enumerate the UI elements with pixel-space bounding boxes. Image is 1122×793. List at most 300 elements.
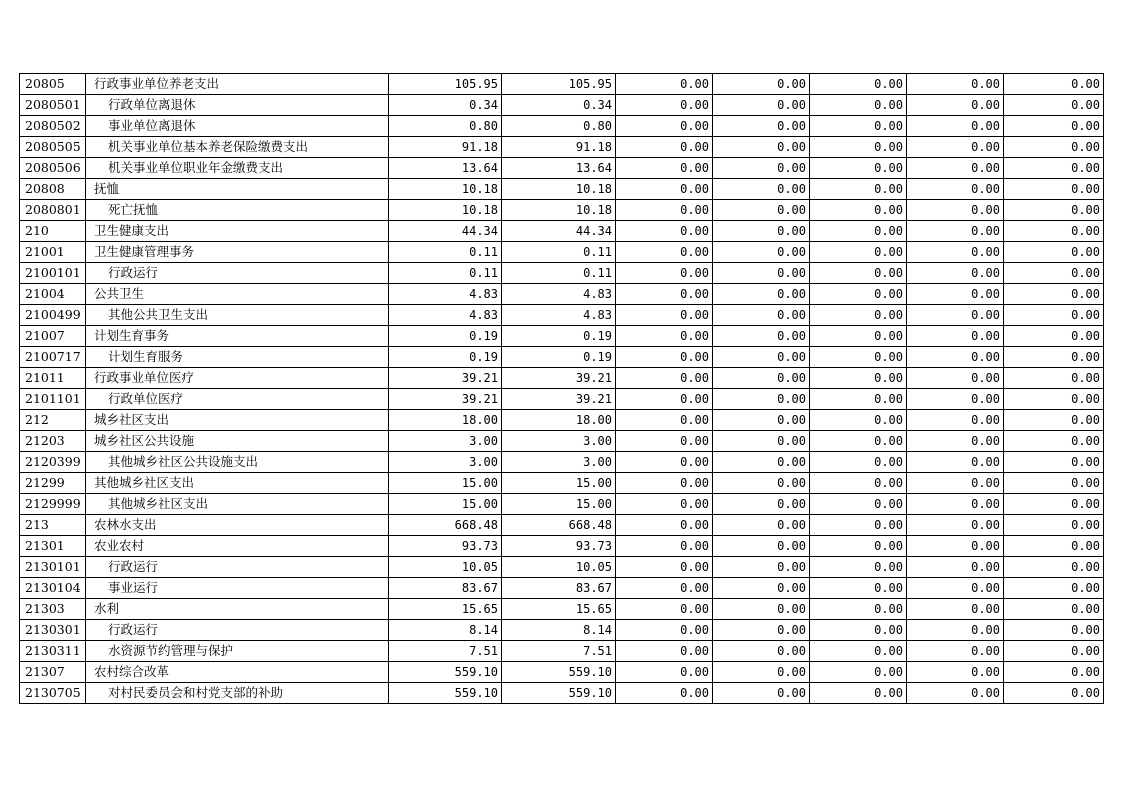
amount-cell: 4.83: [502, 305, 616, 326]
amount-cell: 0.00: [1004, 305, 1104, 326]
amount-cell: 4.83: [389, 305, 502, 326]
amount-cell: 93.73: [502, 536, 616, 557]
amount-cell: 0.00: [713, 221, 810, 242]
amount-cell: 0.11: [502, 263, 616, 284]
amount-cell: 0.34: [502, 95, 616, 116]
amount-cell: 0.00: [907, 431, 1004, 452]
account-name-cell: 农林水支出: [86, 515, 389, 536]
table-row: [20, 368, 1104, 389]
amount-cell: 0.00: [616, 557, 713, 578]
table-row: [20, 473, 1104, 494]
amount-cell: 0.00: [616, 410, 713, 431]
amount-cell: 8.14: [502, 620, 616, 641]
account-name-cell: 水资源节约管理与保护: [86, 641, 389, 662]
table-row: [20, 494, 1104, 515]
amount-cell: 0.19: [389, 347, 502, 368]
amount-cell: 105.95: [389, 74, 502, 95]
amount-cell: 93.73: [389, 536, 502, 557]
amount-cell: 0.11: [389, 242, 502, 263]
amount-cell: 0.00: [1004, 452, 1104, 473]
account-code-cell: 2100499: [20, 305, 86, 326]
amount-cell: 0.00: [1004, 494, 1104, 515]
amount-cell: 0.00: [616, 536, 713, 557]
account-name-cell: 死亡抚恤: [86, 200, 389, 221]
account-code-cell: 20808: [20, 179, 86, 200]
amount-cell: 0.00: [810, 641, 907, 662]
account-name-cell: 其他城乡社区支出: [86, 473, 389, 494]
amount-cell: 0.00: [713, 431, 810, 452]
amount-cell: 0.80: [502, 116, 616, 137]
amount-cell: 7.51: [502, 641, 616, 662]
amount-cell: 0.00: [810, 452, 907, 473]
table-row: [20, 389, 1104, 410]
account-code-cell: 2100717: [20, 347, 86, 368]
amount-cell: 0.00: [907, 536, 1004, 557]
table-row: [20, 599, 1104, 620]
amount-cell: 0.19: [389, 326, 502, 347]
amount-cell: 7.51: [389, 641, 502, 662]
amount-cell: 0.11: [502, 242, 616, 263]
account-code-cell: 21203: [20, 431, 86, 452]
table-row: [20, 578, 1104, 599]
amount-cell: 0.00: [616, 95, 713, 116]
table-row: [20, 242, 1104, 263]
account-name-cell: 机关事业单位职业年金缴费支出: [86, 158, 389, 179]
amount-cell: 0.00: [616, 368, 713, 389]
amount-cell: 0.00: [616, 578, 713, 599]
amount-cell: 559.10: [389, 662, 502, 683]
amount-cell: 0.00: [713, 410, 810, 431]
amount-cell: 44.34: [389, 221, 502, 242]
table-row: [20, 683, 1104, 704]
amount-cell: 0.00: [1004, 641, 1104, 662]
amount-cell: 91.18: [502, 137, 616, 158]
account-code-cell: 2100101: [20, 263, 86, 284]
amount-cell: 0.00: [616, 305, 713, 326]
amount-cell: 0.00: [1004, 431, 1104, 452]
account-code-cell: 2080505: [20, 137, 86, 158]
amount-cell: 0.00: [616, 683, 713, 704]
amount-cell: 18.00: [502, 410, 616, 431]
amount-cell: 0.00: [713, 578, 810, 599]
amount-cell: 15.65: [502, 599, 616, 620]
amount-cell: 0.00: [616, 494, 713, 515]
amount-cell: 39.21: [502, 368, 616, 389]
account-name-cell: 机关事业单位基本养老保险缴费支出: [86, 137, 389, 158]
account-name-cell: 抚恤: [86, 179, 389, 200]
table-row: [20, 347, 1104, 368]
account-code-cell: 20805: [20, 74, 86, 95]
account-code-cell: 21301: [20, 536, 86, 557]
account-code-cell: 212: [20, 410, 86, 431]
amount-cell: 83.67: [389, 578, 502, 599]
amount-cell: 44.34: [502, 221, 616, 242]
amount-cell: 0.00: [713, 305, 810, 326]
table-row: [20, 137, 1104, 158]
account-code-cell: 21299: [20, 473, 86, 494]
amount-cell: 668.48: [502, 515, 616, 536]
table-row: [20, 536, 1104, 557]
amount-cell: 0.00: [616, 326, 713, 347]
amount-cell: 0.00: [616, 662, 713, 683]
amount-cell: 0.34: [389, 95, 502, 116]
amount-cell: 0.00: [713, 326, 810, 347]
amount-cell: 4.83: [389, 284, 502, 305]
table-row: [20, 74, 1104, 95]
amount-cell: 0.00: [1004, 116, 1104, 137]
amount-cell: 0.00: [907, 305, 1004, 326]
amount-cell: 0.00: [810, 536, 907, 557]
amount-cell: 0.00: [713, 200, 810, 221]
amount-cell: 3.00: [389, 431, 502, 452]
account-name-cell: 行政运行: [86, 557, 389, 578]
account-code-cell: 2130705: [20, 683, 86, 704]
amount-cell: 0.00: [907, 368, 1004, 389]
amount-cell: 0.00: [713, 620, 810, 641]
amount-cell: 39.21: [389, 389, 502, 410]
amount-cell: 559.10: [389, 683, 502, 704]
amount-cell: 0.00: [1004, 179, 1104, 200]
amount-cell: 3.00: [502, 452, 616, 473]
amount-cell: 0.00: [810, 74, 907, 95]
amount-cell: 0.00: [907, 389, 1004, 410]
amount-cell: 0.00: [907, 410, 1004, 431]
amount-cell: 0.00: [810, 473, 907, 494]
amount-cell: 0.00: [616, 347, 713, 368]
table-body: [20, 74, 1104, 704]
table-row: [20, 200, 1104, 221]
amount-cell: 10.05: [502, 557, 616, 578]
amount-cell: 0.00: [810, 599, 907, 620]
account-name-cell: 计划生育服务: [86, 347, 389, 368]
amount-cell: 0.00: [616, 137, 713, 158]
amount-cell: 0.00: [1004, 620, 1104, 641]
account-name-cell: 事业运行: [86, 578, 389, 599]
amount-cell: 0.00: [713, 347, 810, 368]
account-name-cell: 行政单位医疗: [86, 389, 389, 410]
amount-cell: 0.00: [907, 284, 1004, 305]
account-code-cell: 21004: [20, 284, 86, 305]
amount-cell: 0.00: [713, 683, 810, 704]
amount-cell: 0.00: [616, 431, 713, 452]
amount-cell: 3.00: [502, 431, 616, 452]
table-row: [20, 158, 1104, 179]
amount-cell: 0.00: [907, 158, 1004, 179]
amount-cell: 0.00: [616, 263, 713, 284]
amount-cell: 0.00: [713, 536, 810, 557]
budget-table: [19, 73, 1104, 704]
amount-cell: 0.00: [810, 431, 907, 452]
amount-cell: 10.18: [389, 200, 502, 221]
amount-cell: 0.00: [713, 473, 810, 494]
amount-cell: 0.00: [907, 452, 1004, 473]
amount-cell: 0.00: [616, 74, 713, 95]
amount-cell: 0.00: [713, 389, 810, 410]
amount-cell: 0.00: [810, 557, 907, 578]
amount-cell: 0.00: [1004, 74, 1104, 95]
amount-cell: 10.05: [389, 557, 502, 578]
amount-cell: 0.00: [907, 473, 1004, 494]
account-name-cell: 事业单位离退休: [86, 116, 389, 137]
amount-cell: 0.00: [810, 305, 907, 326]
amount-cell: 0.11: [389, 263, 502, 284]
amount-cell: 0.00: [616, 158, 713, 179]
amount-cell: 15.00: [389, 473, 502, 494]
amount-cell: 0.00: [810, 242, 907, 263]
account-code-cell: 2101101: [20, 389, 86, 410]
amount-cell: 0.00: [616, 200, 713, 221]
amount-cell: 91.18: [389, 137, 502, 158]
amount-cell: 0.00: [1004, 536, 1104, 557]
amount-cell: 0.00: [1004, 410, 1104, 431]
amount-cell: 0.00: [810, 410, 907, 431]
amount-cell: 0.00: [713, 599, 810, 620]
amount-cell: 39.21: [389, 368, 502, 389]
amount-cell: 0.00: [810, 158, 907, 179]
account-code-cell: 2130301: [20, 620, 86, 641]
amount-cell: 0.00: [1004, 326, 1104, 347]
amount-cell: 0.00: [810, 620, 907, 641]
amount-cell: 10.18: [502, 200, 616, 221]
table-row: [20, 116, 1104, 137]
account-code-cell: 2130311: [20, 641, 86, 662]
amount-cell: 0.00: [810, 662, 907, 683]
amount-cell: 0.00: [907, 557, 1004, 578]
amount-cell: 0.00: [907, 578, 1004, 599]
amount-cell: 0.00: [713, 494, 810, 515]
account-name-cell: 对村民委员会和村党支部的补助: [86, 683, 389, 704]
amount-cell: 0.00: [810, 683, 907, 704]
amount-cell: 0.00: [1004, 599, 1104, 620]
amount-cell: 0.00: [1004, 578, 1104, 599]
account-name-cell: 计划生育事务: [86, 326, 389, 347]
amount-cell: 0.00: [810, 263, 907, 284]
account-name-cell: 城乡社区公共设施: [86, 431, 389, 452]
amount-cell: 0.00: [907, 263, 1004, 284]
amount-cell: 0.00: [907, 347, 1004, 368]
amount-cell: 0.00: [907, 74, 1004, 95]
account-code-cell: 21001: [20, 242, 86, 263]
amount-cell: 0.00: [616, 620, 713, 641]
account-name-cell: 水利: [86, 599, 389, 620]
amount-cell: 0.00: [810, 494, 907, 515]
amount-cell: 3.00: [389, 452, 502, 473]
table-row: [20, 620, 1104, 641]
amount-cell: 0.80: [389, 116, 502, 137]
amount-cell: 10.18: [389, 179, 502, 200]
amount-cell: 0.00: [907, 137, 1004, 158]
amount-cell: 15.00: [502, 473, 616, 494]
table-row: [20, 179, 1104, 200]
amount-cell: 0.00: [616, 284, 713, 305]
amount-cell: 0.00: [1004, 221, 1104, 242]
account-code-cell: 21307: [20, 662, 86, 683]
amount-cell: 0.00: [1004, 200, 1104, 221]
account-code-cell: 210: [20, 221, 86, 242]
account-code-cell: 2130104: [20, 578, 86, 599]
amount-cell: 0.00: [907, 200, 1004, 221]
amount-cell: 0.00: [616, 179, 713, 200]
amount-cell: 4.83: [502, 284, 616, 305]
amount-cell: 0.00: [616, 452, 713, 473]
amount-cell: 0.00: [616, 473, 713, 494]
amount-cell: 0.00: [616, 641, 713, 662]
account-name-cell: 其他城乡社区公共设施支出: [86, 452, 389, 473]
account-code-cell: 21011: [20, 368, 86, 389]
table-row: [20, 452, 1104, 473]
table-row: [20, 410, 1104, 431]
amount-cell: 0.00: [907, 326, 1004, 347]
amount-cell: 0.00: [810, 95, 907, 116]
amount-cell: 0.00: [1004, 662, 1104, 683]
account-name-cell: 公共卫生: [86, 284, 389, 305]
account-name-cell: 农业农村: [86, 536, 389, 557]
table-row: [20, 557, 1104, 578]
amount-cell: 0.00: [713, 116, 810, 137]
account-name-cell: 行政事业单位养老支出: [86, 74, 389, 95]
amount-cell: 0.00: [1004, 158, 1104, 179]
amount-cell: 0.00: [1004, 263, 1104, 284]
amount-cell: 0.00: [907, 515, 1004, 536]
amount-cell: 0.00: [907, 179, 1004, 200]
amount-cell: 0.00: [907, 221, 1004, 242]
amount-cell: 0.00: [713, 95, 810, 116]
amount-cell: 0.00: [1004, 137, 1104, 158]
amount-cell: 0.00: [1004, 389, 1104, 410]
amount-cell: 0.00: [810, 578, 907, 599]
amount-cell: 8.14: [389, 620, 502, 641]
account-code-cell: 2129999: [20, 494, 86, 515]
table-row: [20, 305, 1104, 326]
table-row: [20, 515, 1104, 536]
amount-cell: 0.19: [502, 326, 616, 347]
account-name-cell: 农村综合改革: [86, 662, 389, 683]
amount-cell: 0.00: [713, 179, 810, 200]
amount-cell: 0.00: [810, 515, 907, 536]
amount-cell: 0.00: [907, 116, 1004, 137]
amount-cell: 105.95: [502, 74, 616, 95]
amount-cell: 0.00: [1004, 557, 1104, 578]
amount-cell: 0.00: [713, 158, 810, 179]
amount-cell: 10.18: [502, 179, 616, 200]
account-name-cell: 行政运行: [86, 620, 389, 641]
amount-cell: 39.21: [502, 389, 616, 410]
amount-cell: 0.00: [907, 620, 1004, 641]
table-row: [20, 95, 1104, 116]
account-code-cell: 213: [20, 515, 86, 536]
amount-cell: 0.00: [810, 368, 907, 389]
amount-cell: 0.00: [1004, 347, 1104, 368]
amount-cell: 0.00: [713, 74, 810, 95]
amount-cell: 0.00: [907, 662, 1004, 683]
amount-cell: 18.00: [389, 410, 502, 431]
amount-cell: 0.00: [713, 515, 810, 536]
amount-cell: 0.00: [810, 116, 907, 137]
amount-cell: 15.65: [389, 599, 502, 620]
amount-cell: 559.10: [502, 662, 616, 683]
amount-cell: 13.64: [389, 158, 502, 179]
amount-cell: 0.00: [810, 326, 907, 347]
amount-cell: 0.00: [907, 95, 1004, 116]
account-name-cell: 卫生健康管理事务: [86, 242, 389, 263]
account-name-cell: 行政事业单位医疗: [86, 368, 389, 389]
amount-cell: 0.00: [810, 221, 907, 242]
account-name-cell: 行政运行: [86, 263, 389, 284]
amount-cell: 0.00: [907, 599, 1004, 620]
account-code-cell: 2130101: [20, 557, 86, 578]
amount-cell: 559.10: [502, 683, 616, 704]
table-row: [20, 431, 1104, 452]
amount-cell: 0.00: [616, 515, 713, 536]
amount-cell: 0.00: [907, 242, 1004, 263]
amount-cell: 0.00: [810, 347, 907, 368]
amount-cell: 0.00: [1004, 368, 1104, 389]
amount-cell: 0.00: [713, 137, 810, 158]
amount-cell: 0.00: [616, 116, 713, 137]
account-code-cell: 2080801: [20, 200, 86, 221]
amount-cell: 15.00: [389, 494, 502, 515]
amount-cell: 0.00: [907, 683, 1004, 704]
account-code-cell: 2080502: [20, 116, 86, 137]
amount-cell: 0.00: [616, 389, 713, 410]
amount-cell: 0.00: [713, 284, 810, 305]
account-name-cell: 城乡社区支出: [86, 410, 389, 431]
table-row: [20, 326, 1104, 347]
table-row: [20, 662, 1104, 683]
amount-cell: 0.00: [1004, 95, 1104, 116]
amount-cell: 0.00: [810, 200, 907, 221]
amount-cell: 15.00: [502, 494, 616, 515]
amount-cell: 83.67: [502, 578, 616, 599]
amount-cell: 0.00: [713, 368, 810, 389]
amount-cell: 0.00: [810, 389, 907, 410]
amount-cell: 0.00: [810, 179, 907, 200]
amount-cell: 0.00: [616, 221, 713, 242]
table-row: [20, 263, 1104, 284]
amount-cell: 0.00: [907, 641, 1004, 662]
amount-cell: 0.00: [616, 242, 713, 263]
amount-cell: 0.00: [1004, 242, 1104, 263]
table-row: [20, 221, 1104, 242]
amount-cell: 0.00: [1004, 473, 1104, 494]
amount-cell: 0.19: [502, 347, 616, 368]
account-name-cell: 行政单位离退休: [86, 95, 389, 116]
amount-cell: 0.00: [616, 599, 713, 620]
amount-cell: 0.00: [810, 284, 907, 305]
amount-cell: 0.00: [713, 263, 810, 284]
amount-cell: 0.00: [907, 494, 1004, 515]
account-code-cell: 21007: [20, 326, 86, 347]
amount-cell: 0.00: [1004, 683, 1104, 704]
account-code-cell: 2120399: [20, 452, 86, 473]
account-name-cell: 其他公共卫生支出: [86, 305, 389, 326]
amount-cell: 0.00: [713, 662, 810, 683]
table-row: [20, 641, 1104, 662]
amount-cell: 0.00: [713, 641, 810, 662]
amount-cell: 0.00: [1004, 515, 1104, 536]
amount-cell: 0.00: [713, 242, 810, 263]
amount-cell: 0.00: [1004, 284, 1104, 305]
account-code-cell: 21303: [20, 599, 86, 620]
amount-cell: 668.48: [389, 515, 502, 536]
amount-cell: 13.64: [502, 158, 616, 179]
account-name-cell: 卫生健康支出: [86, 221, 389, 242]
amount-cell: 0.00: [713, 452, 810, 473]
table-row: [20, 284, 1104, 305]
account-code-cell: 2080501: [20, 95, 86, 116]
account-name-cell: 其他城乡社区支出: [86, 494, 389, 515]
account-code-cell: 2080506: [20, 158, 86, 179]
